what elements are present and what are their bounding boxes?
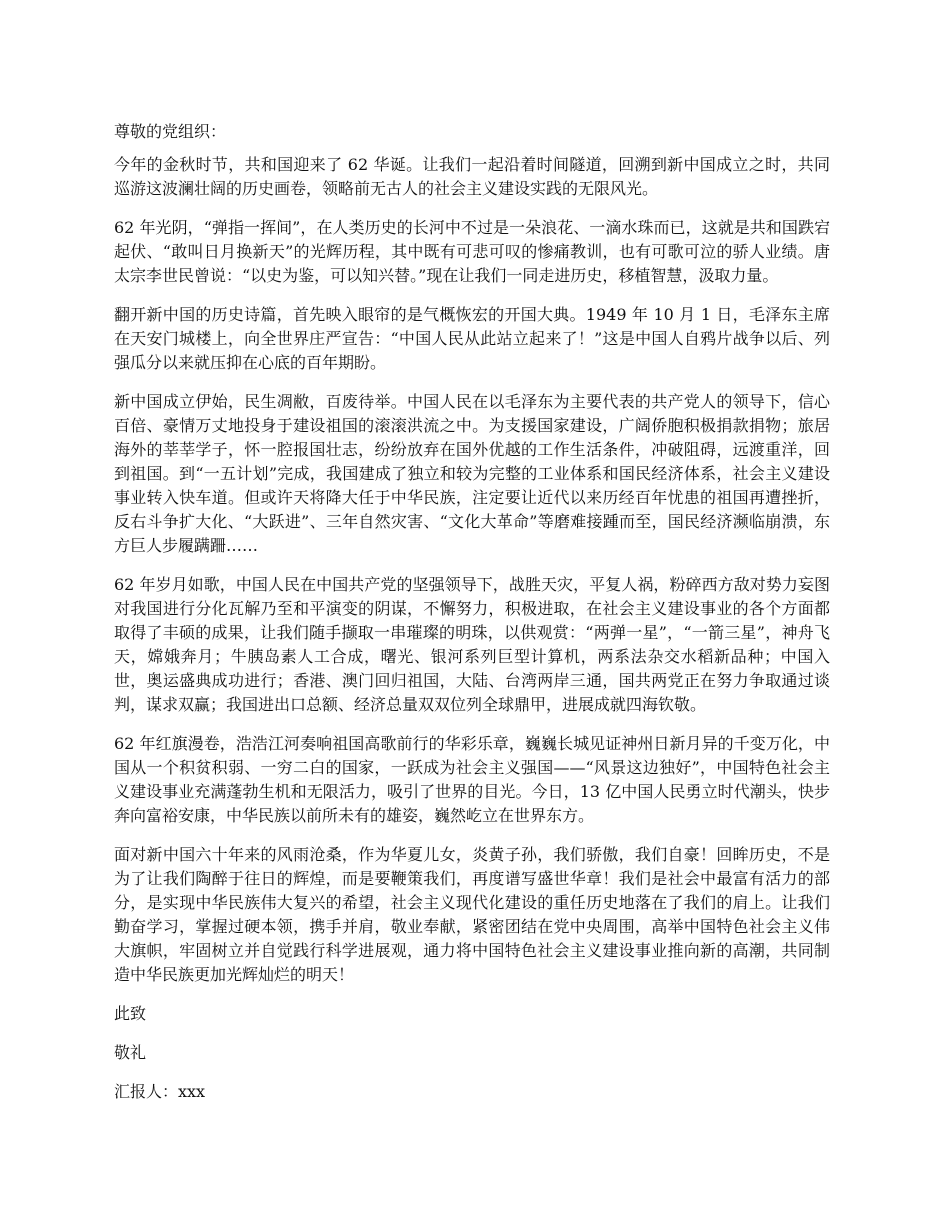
- paragraph-3: 翻开新中国的历史诗篇，首先映入眼帘的是气概恢宏的开国大典。1949 年 10 月 1 日，毛泽东主席在天安门城楼上，向全世界庄严宣告：“中国人民从此站立起来了！”这是中国人自鸦片战争以后、列强瓜分以来就压抑在心底的百年期盼。: [114, 305, 830, 372]
- paragraph-7: 面对新中国六十年来的风雨沧桑，作为华夏儿女，炎黄子孙，我们骄傲，我们自豪！回眸历史，不是为了让我们陶醉于往日的辉煌，而是要鞭策我们，再度谱写盛世华章！我们是社会中最富有活力的部分，是实现中华民族伟大复兴的希望，社会主义现代化建设的重任历史地落在了我们的肩上。让我们勤奋学习，掌握过硬本领，携手并肩，敬业奉献，紧密团结在党中央周围，高举中国特色社会主义伟大旗帜，牢固树立并自觉践行科学进展观，通力将中国特色社会主义建设事业推向新的高潮，共同制造中华民族更加光辉灿烂的明天！: [114, 845, 830, 984]
- paragraph-6: 62 年红旗漫卷，浩浩江河奏响祖国高歌前行的华彩乐章，巍巍长城见证神州日新月异的千变万化，中国从一个积贫积弱、一穷二白的国家，一跃成为社会主义强国——“风景这边独好”，中国特色社会主义建设事业充满蓬勃生机和无限活力，吸引了世界的目光。今日，13 亿中国人民勇立时代潮头，快步奔向富裕安康，中华民族以前所未有的雄姿，巍然屹立在世界东方。: [114, 734, 830, 825]
- paragraph-4: 新中国成立伊始，民生凋敝，百废待举。中国人民在以毛泽东为主要代表的共产党人的领导下，信心百倍、豪情万丈地投身于建设祖国的滚滚洪流之中。为支援国家建设，广阔侨胞积极捐款捐物；旅居海外的莘莘学子，怀一腔报国壮志，纷纷放弃在国外优越的工作生活条件，冲破阻碍，远渡重洋，回到祖国。到“一五计划”完成，我国建成了独立和较为完整的工业体系和国民经济体系，社会主义建设事业转入快车道。但或许天将降大任于中华民族，注定要让近代以来历经百年忧患的祖国再遭挫折，反右斗争扩大化、“大跃进”、三年自然灾害、“文化大革命”等磨难接踵而至，国民经济濒临崩溃，东方巨人步履蹒跚……: [114, 392, 830, 555]
- closing-jingli: 敬礼: [114, 1043, 147, 1062]
- salutation: 尊敬的党组织：: [114, 122, 227, 141]
- paragraph-5: 62 年岁月如歌，中国人民在中国共产党的坚强领导下，战胜天灾，平复人祸，粉碎西方敌对势力妄图对我国进行分化瓦解乃至和平演变的阴谋，不懈努力，积极进取，在社会主义建设事业的各个方面都取得了丰硕的成果，让我们随手撷取一串璀璨的明珠，以供观赏：“两弹一星”，“一箭三星”，神舟飞天，嫦娥奔月；牛胰岛素人工合成，曙光、银河系列巨型计算机，两系法杂交水稻新品种；中国入世，奥运盛典成功进行；香港、澳门回归祖国，大陆、台湾两岸三通，国共两党正在努力争取通过谈判，谋求双赢；我国进出口总额、经济总量双双位列全球鼎甲，进展成就四海钦敬。: [114, 575, 830, 714]
- letter-document: [114, 120, 830, 1119]
- closing-cizhi: 此致: [114, 1004, 147, 1023]
- signature: 汇报人：xxx: [114, 1082, 206, 1101]
- paragraph-2: 62 年光阴，“弹指一挥间”，在人类历史的长河中不过是一朵浪花、一滴水珠而已，这就是共和国跌宕起伏、“敢叫日月换新天”的光辉历程，其中既有可悲可叹的惨痛教训，也有可歌可泣的骄人业绩。唐太宗李世民曾说：“以史为鉴，可以知兴替。”现在让我们一同走进历史，移植智慧，汲取力量。: [114, 218, 830, 285]
- paragraph-1: 今年的金秋时节，共和国迎来了 62 华诞。让我们一起沿着时间隧道，回溯到新中国成立之时，共同巡游这波澜壮阔的历史画卷，领略前无古人的社会主义建设实践的无限风光。: [114, 155, 830, 198]
